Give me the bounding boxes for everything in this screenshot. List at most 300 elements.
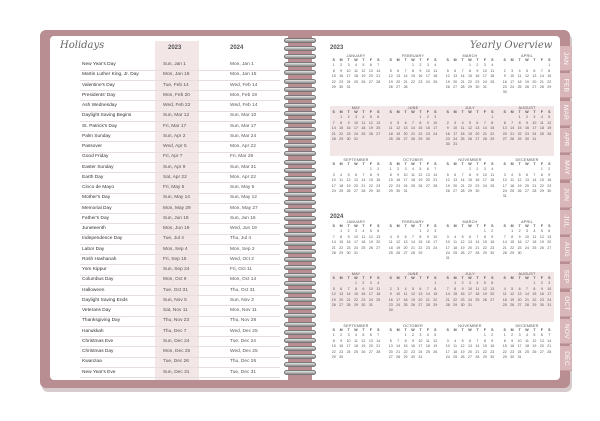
day-number: 22 — [331, 349, 336, 354]
holidays-title: Holidays — [60, 40, 105, 51]
holiday-date-2024: Sun, May 5 — [230, 185, 255, 190]
holiday-row-divider — [80, 172, 280, 173]
month-calendar — [330, 106, 382, 142]
day-number: 31 — [453, 142, 458, 147]
day-number: 15 — [368, 178, 373, 183]
day-number: 12 — [361, 68, 366, 73]
day-number: 19 — [361, 74, 366, 79]
day-number: 26 — [361, 79, 366, 84]
weekday-letter: F — [426, 110, 429, 114]
day-number: 22 — [353, 297, 358, 302]
day-number: 23 — [517, 245, 522, 250]
day-number: 29 — [532, 303, 537, 308]
holiday-date-2024: Fri, Oct 11 — [230, 267, 253, 272]
holidays-year-2023-header: 2023 — [168, 45, 182, 51]
day-number: 12 — [524, 74, 529, 79]
day-number: 5 — [389, 68, 392, 73]
day-number: 22 — [467, 79, 472, 84]
holiday-date-2024: Mon, Oct 14 — [230, 277, 257, 283]
day-number: 4 — [389, 120, 392, 125]
day-number: 26 — [532, 349, 537, 354]
day-number: 31 — [353, 137, 358, 142]
month-day-grid — [444, 110, 496, 148]
day-number: 21 — [524, 297, 529, 302]
day-number: 12 — [467, 126, 472, 131]
weekday-letter: F — [426, 276, 429, 280]
day-number: 3 — [426, 63, 429, 68]
weekday-letter: S — [548, 328, 551, 332]
day-number: 3 — [347, 333, 350, 338]
day-number: 7 — [511, 120, 514, 125]
holiday-row-divider — [80, 264, 280, 265]
day-number: 12 — [368, 234, 373, 239]
day-number: 28 — [331, 137, 336, 142]
day-number: 20 — [547, 240, 552, 245]
day-number: 11 — [354, 338, 358, 343]
day-number: 17 — [368, 292, 373, 297]
day-number: 4 — [461, 120, 464, 125]
day-number: 22 — [339, 131, 344, 136]
weekday-letter: W — [525, 328, 529, 332]
holiday-date-2023: Sun, Sep 24 — [163, 267, 190, 272]
day-number: 24 — [445, 251, 450, 256]
day-number: 16 — [388, 297, 393, 302]
weekday-letter: M — [396, 276, 400, 280]
holiday-name: Easter Sunday — [82, 164, 114, 170]
day-number: 30 — [339, 85, 344, 90]
day-number: 19 — [532, 344, 537, 349]
day-number: 3 — [332, 172, 335, 177]
holiday-row-divider — [80, 162, 280, 163]
day-number: 24 — [467, 297, 472, 302]
month-calendar — [387, 54, 439, 90]
day-number: 20 — [539, 344, 544, 349]
weekday-letter: S — [491, 110, 494, 114]
weekday-letter: F — [426, 328, 429, 332]
weekday-letter: T — [461, 110, 464, 114]
holiday-name: New Year's Day — [82, 62, 116, 67]
day-number: 13 — [376, 234, 381, 239]
day-number: 13 — [425, 172, 430, 177]
day-number: 24 — [433, 245, 438, 250]
day-number: 19 — [361, 344, 366, 349]
day-number: 14 — [460, 74, 465, 79]
day-number: 29 — [490, 137, 495, 142]
month-tab-dec[interactable] — [560, 346, 572, 371]
day-number: 11 — [517, 74, 522, 79]
day-number: 24 — [482, 183, 487, 188]
coil-ring — [284, 289, 316, 294]
coil-ring — [284, 46, 316, 51]
day-number: 13 — [539, 338, 544, 343]
day-number: 19 — [388, 79, 393, 84]
day-number: 30 — [410, 355, 415, 360]
day-number: 25 — [353, 349, 358, 354]
weekday-letter: S — [548, 162, 551, 166]
day-number: 9 — [389, 292, 392, 297]
day-number: 15 — [547, 74, 552, 79]
day-number: 12 — [396, 240, 401, 245]
day-number: 14 — [475, 344, 480, 349]
day-number: 13 — [353, 178, 358, 183]
month-calendar — [444, 106, 496, 148]
holiday-date-2023: Wed, Apr 5 — [163, 144, 187, 149]
holiday-date-2024: Sun, Mar 17 — [230, 123, 257, 129]
day-number: 19 — [482, 292, 487, 297]
day-number: 26 — [388, 85, 393, 90]
day-number: 16 — [410, 344, 415, 349]
month-name: MARCH — [462, 54, 478, 58]
weekday-letter: M — [339, 162, 343, 166]
day-number: 1 — [419, 115, 422, 120]
month-calendar — [444, 54, 496, 90]
day-number: 17 — [502, 183, 507, 188]
weekday-letter: S — [434, 328, 437, 332]
day-number: 18 — [524, 344, 529, 349]
holiday-name: Daylight Saving Ends — [82, 297, 128, 303]
day-number: 1 — [503, 333, 506, 338]
day-number: 10 — [482, 68, 487, 73]
day-number: 10 — [482, 172, 487, 177]
day-number: 9 — [340, 68, 343, 73]
month-day-grid — [330, 276, 382, 308]
holiday-date-2024: Mon, Jan 1 — [230, 62, 254, 67]
holiday-row-divider — [80, 346, 280, 347]
day-number: 10 — [532, 120, 537, 125]
holiday-date-2024: Wed, Feb 14 — [230, 103, 258, 108]
weekday-letter: M — [453, 276, 457, 280]
day-number: 20 — [425, 178, 430, 183]
day-number: 22 — [502, 349, 507, 354]
day-number: 6 — [525, 172, 528, 177]
day-number: 19 — [539, 240, 544, 245]
holiday-date-2023: Wed, Feb 22 — [163, 103, 191, 108]
month-day-grid — [387, 328, 439, 360]
day-number: 23 — [376, 183, 381, 188]
holiday-date-2024: Tue, Dec 31 — [230, 369, 256, 375]
day-number: 8 — [518, 120, 521, 125]
day-number: 30 — [475, 85, 480, 90]
holiday-row-divider — [80, 223, 280, 224]
day-number: 30 — [376, 189, 381, 194]
weekday-letter: T — [419, 224, 422, 228]
month-tab-may[interactable] — [560, 155, 572, 180]
day-number: 25 — [388, 137, 393, 142]
month-name: NOVEMBER — [458, 158, 482, 162]
day-number: 14 — [475, 240, 480, 245]
day-number: 23 — [388, 303, 393, 308]
coil-ring — [284, 249, 316, 254]
day-number: 11 — [453, 344, 457, 349]
day-number: 30 — [517, 251, 522, 256]
coil-ring — [284, 70, 316, 75]
weekday-letter: S — [377, 58, 380, 62]
day-number: 24 — [396, 303, 401, 308]
day-number: 24 — [353, 131, 358, 136]
day-number: 13 — [403, 240, 408, 245]
day-number: 10 — [467, 286, 472, 291]
day-number: 26 — [547, 131, 552, 136]
day-number: 1 — [404, 333, 407, 338]
day-number: 27 — [467, 355, 472, 360]
day-number: 7 — [332, 120, 335, 125]
day-number: 18 — [490, 178, 495, 183]
day-number: 23 — [396, 183, 401, 188]
weekday-letter: F — [483, 276, 486, 280]
day-number: 23 — [425, 245, 430, 250]
month-tab-label: OCT — [562, 296, 570, 311]
day-number: 15 — [453, 292, 458, 297]
day-number: 12 — [388, 74, 393, 79]
day-number: 23 — [361, 297, 366, 302]
day-number: 12 — [539, 234, 544, 239]
weekday-letter: T — [347, 58, 350, 62]
holiday-date-2023: Fri, Mar 17 — [163, 123, 187, 129]
holiday-row-divider — [80, 100, 280, 101]
day-number: 10 — [502, 178, 507, 183]
month-tab-nov[interactable] — [560, 319, 572, 344]
holiday-date-2024: Mon, Feb 19 — [230, 92, 257, 98]
day-number: 26 — [346, 189, 351, 194]
weekday-letter: S — [446, 110, 449, 114]
weekday-letter: S — [503, 162, 506, 166]
day-number: 8 — [548, 68, 551, 73]
weekday-letter: W — [525, 162, 529, 166]
month-tab-jul[interactable] — [560, 210, 572, 235]
day-number: 24 — [532, 131, 537, 136]
month-tab-apr[interactable] — [560, 128, 572, 153]
day-number: 4 — [454, 234, 457, 239]
day-number: 13 — [490, 286, 495, 291]
holiday-row-divider — [80, 336, 280, 337]
day-number: 23 — [490, 349, 495, 354]
weekday-letter: T — [347, 162, 350, 166]
day-number: 12 — [532, 338, 537, 343]
day-number: 6 — [369, 63, 372, 68]
weekday-letter: M — [510, 224, 514, 228]
holiday-row-divider — [80, 244, 280, 245]
month-tab-label: JAN — [562, 51, 570, 65]
day-number: 17 — [453, 131, 458, 136]
day-number: 1 — [340, 229, 343, 234]
weekday-letter: T — [518, 328, 521, 332]
day-number: 21 — [331, 131, 336, 136]
day-number: 3 — [354, 229, 357, 234]
holiday-date-2024: Sun, Mar 10 — [230, 113, 257, 119]
day-number: 15 — [482, 240, 487, 245]
day-number: 2 — [397, 167, 400, 172]
coil-ring — [284, 313, 316, 318]
coil-ring — [284, 354, 316, 359]
day-number: 2 — [446, 120, 449, 125]
day-number: 21 — [403, 79, 408, 84]
day-number: 7 — [483, 120, 486, 125]
day-number: 2 — [411, 333, 414, 338]
weekday-letter: T — [476, 276, 479, 280]
day-number: 2 — [426, 115, 429, 120]
day-number: 14 — [331, 240, 336, 245]
day-number: 26 — [482, 297, 487, 302]
month-day-grid — [387, 162, 439, 194]
day-number: 12 — [368, 120, 373, 125]
holiday-date-2024: Thu, Dec 26 — [230, 359, 257, 365]
day-number: 12 — [396, 126, 401, 131]
day-number: 14 — [346, 292, 351, 297]
weekday-letter: F — [369, 162, 372, 166]
day-number: 25 — [410, 183, 415, 188]
month-tab-aug[interactable] — [560, 237, 572, 262]
coil-ring — [284, 224, 316, 229]
holiday-date-2024: Mon, Jan 15 — [230, 72, 257, 78]
weekday-letter: F — [540, 110, 543, 114]
weekday-letter: S — [491, 162, 494, 166]
weekday-letter: W — [354, 224, 358, 228]
day-number: 17 — [445, 245, 450, 250]
day-number: 29 — [418, 137, 423, 142]
day-number: 6 — [533, 68, 536, 73]
day-number: 6 — [468, 234, 471, 239]
day-number: 13 — [467, 344, 472, 349]
day-number: 28 — [346, 303, 351, 308]
day-number: 3 — [511, 68, 514, 73]
day-number: 29 — [502, 355, 507, 360]
day-number: 13 — [418, 292, 423, 297]
day-number: 8 — [369, 172, 372, 177]
month-tab-oct[interactable] — [560, 292, 572, 317]
day-number: 31 — [418, 355, 423, 360]
weekday-letter: W — [354, 110, 358, 114]
month-tab-jan[interactable] — [560, 46, 572, 71]
weekday-letter: S — [332, 224, 335, 228]
day-number: 3 — [369, 281, 372, 286]
day-number: 30 — [547, 189, 552, 194]
weekday-letter: F — [483, 162, 486, 166]
day-number: 24 — [524, 245, 529, 250]
month-tab-label: JUN — [562, 187, 570, 202]
day-number: 27 — [547, 245, 552, 250]
month-tab-jun[interactable] — [560, 183, 572, 208]
day-number: 29 — [482, 355, 487, 360]
day-number: 26 — [445, 189, 450, 194]
day-number: 28 — [331, 251, 336, 256]
month-tab-feb[interactable] — [560, 73, 572, 98]
coil-ring — [284, 208, 316, 213]
day-number: 7 — [476, 338, 479, 343]
day-number: 10 — [396, 292, 401, 297]
day-number: 7 — [347, 286, 350, 291]
month-name: OCTOBER — [402, 324, 424, 328]
day-number: 21 — [502, 245, 507, 250]
day-number: 18 — [361, 126, 366, 131]
weekday-letter: W — [468, 276, 472, 280]
day-number: 4 — [491, 63, 494, 68]
weekday-letter: T — [533, 224, 536, 228]
day-number: 18 — [433, 74, 438, 79]
day-number: 17 — [433, 126, 438, 131]
day-number: 2 — [518, 229, 521, 234]
day-number: 6 — [369, 333, 372, 338]
day-number: 10 — [403, 172, 408, 177]
day-number: 9 — [377, 172, 380, 177]
day-number: 27 — [368, 349, 373, 354]
month-tab-mar[interactable] — [560, 101, 572, 126]
weekday-letter: S — [377, 276, 380, 280]
day-number: 28 — [532, 189, 537, 194]
day-number: 28 — [410, 251, 415, 256]
weekday-letter: T — [461, 224, 464, 228]
day-number: 8 — [411, 68, 414, 73]
month-day-grid — [387, 224, 439, 256]
holiday-date-2023: Sun, Jan 1 — [163, 62, 186, 67]
day-number: 18 — [460, 131, 465, 136]
day-number: 25 — [353, 79, 358, 84]
day-number: 7 — [503, 234, 506, 239]
day-number: 24 — [368, 297, 373, 302]
weekday-letter: S — [491, 276, 494, 280]
day-number: 7 — [397, 338, 400, 343]
day-number: 16 — [445, 131, 450, 136]
day-number: 8 — [468, 68, 471, 73]
weekday-letter: T — [476, 110, 479, 114]
day-number: 6 — [404, 234, 407, 239]
weekday-letter: M — [510, 110, 514, 114]
day-number: 31 — [353, 251, 358, 256]
month-day-grid — [444, 224, 496, 262]
day-number: 11 — [502, 292, 507, 297]
weekday-letter: M — [396, 110, 400, 114]
holiday-date-2024: Thu, Oct 31 — [230, 287, 256, 293]
month-tab-sep[interactable] — [560, 264, 572, 289]
day-number: 11 — [411, 172, 415, 177]
holiday-name: Father's Day — [82, 215, 110, 221]
holiday-row-divider — [80, 141, 280, 142]
day-number: 9 — [525, 120, 528, 125]
day-number: 21 — [410, 245, 415, 250]
day-number: 1 — [434, 281, 437, 286]
day-number: 31 — [532, 137, 537, 142]
weekday-letter: F — [540, 328, 543, 332]
overview-year-2024-label: 2024 — [330, 214, 344, 220]
weekday-letter: F — [483, 58, 486, 62]
day-number: 9 — [476, 68, 479, 73]
day-number: 15 — [339, 126, 344, 131]
day-number: 21 — [433, 178, 438, 183]
day-number: 24 — [547, 297, 552, 302]
day-number: 11 — [475, 286, 480, 291]
day-number: 24 — [346, 79, 351, 84]
day-number: 20 — [396, 79, 401, 84]
day-number: 9 — [461, 286, 464, 291]
day-number: 21 — [361, 183, 366, 188]
holiday-row-divider — [80, 367, 280, 368]
holiday-name: Rosh Hashanah — [82, 256, 117, 262]
month-day-grid — [330, 224, 382, 256]
overview-year-2023-label: 2023 — [330, 45, 344, 51]
day-number: 22 — [490, 131, 495, 136]
day-number: 28 — [376, 79, 381, 84]
day-number: 3 — [503, 172, 506, 177]
holiday-name: Good Friday — [82, 154, 109, 160]
month-day-grid — [501, 224, 553, 256]
day-number: 29 — [339, 137, 344, 142]
day-number: 22 — [453, 297, 458, 302]
day-number: 20 — [467, 245, 472, 250]
day-number: 5 — [540, 229, 543, 234]
day-number: 27 — [502, 137, 507, 142]
holiday-row-divider — [80, 70, 280, 71]
month-calendar — [444, 220, 496, 262]
day-number: 9 — [503, 74, 506, 79]
